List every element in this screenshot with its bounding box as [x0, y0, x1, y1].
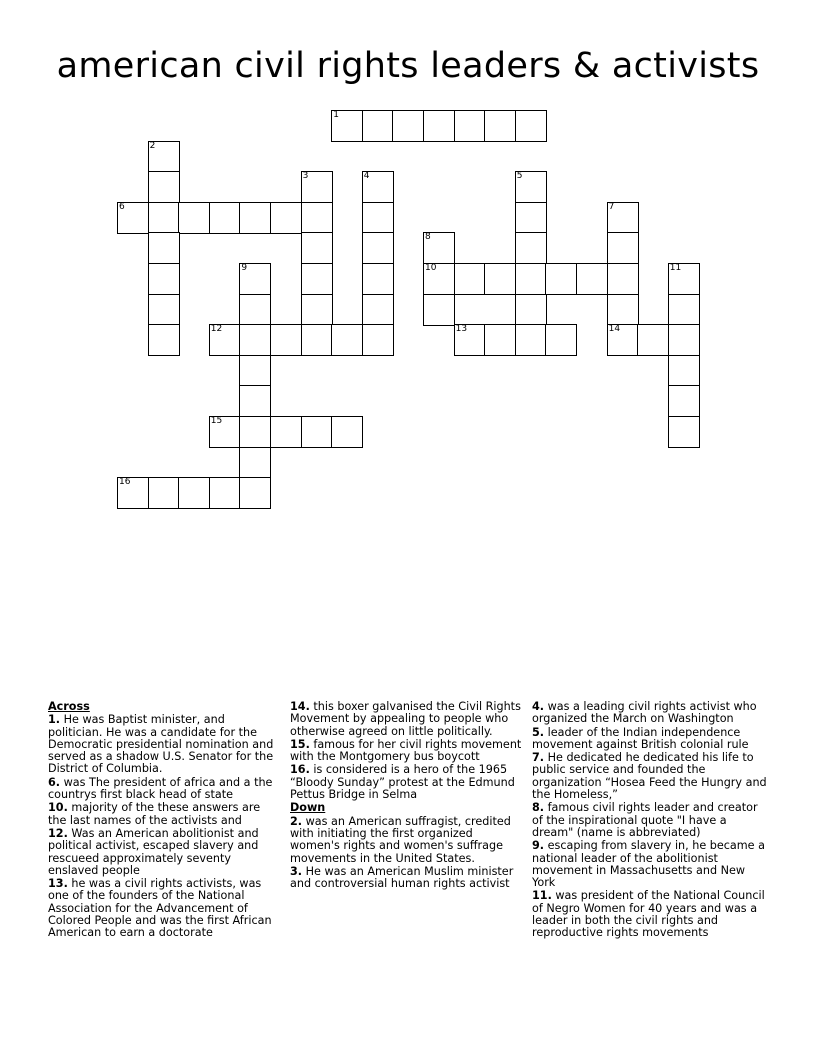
clue-item-number: 16. — [290, 763, 310, 777]
clue-item — [532, 752, 768, 801]
grid-cell[interactable] — [668, 324, 700, 356]
clue-item-text: was The president of africa and a the countrys first black head of state — [48, 775, 273, 802]
clue-number: 3 — [302, 171, 309, 182]
clue-number: 7 — [608, 201, 615, 212]
clue-item — [290, 764, 526, 801]
grid-cell[interactable] — [362, 202, 394, 234]
grid-cell[interactable] — [362, 263, 394, 295]
clue-item-text: was a leading civil rights activist who organized the March on Washington — [532, 700, 757, 726]
clue-item — [48, 878, 280, 939]
grid-cell[interactable] — [423, 263, 455, 295]
grid-cell[interactable] — [178, 477, 210, 509]
grid-cell[interactable] — [148, 324, 180, 356]
grid-cell[interactable] — [607, 263, 639, 295]
clue-item-number: 13. — [48, 877, 68, 891]
clue-number: 11 — [669, 263, 682, 273]
grid-cell[interactable] — [668, 355, 700, 387]
clue-number: 10 — [425, 263, 437, 273]
grid-cell[interactable] — [423, 110, 455, 142]
grid-cell[interactable] — [454, 324, 486, 356]
grid-cell[interactable] — [301, 294, 333, 326]
grid-cell[interactable] — [148, 141, 180, 173]
clues-column-2 — [290, 701, 526, 891]
grid-cell[interactable] — [668, 294, 700, 326]
grid-cell[interactable] — [239, 416, 271, 448]
clue-item-number: 4. — [532, 700, 545, 713]
clue-number: 9 — [241, 263, 248, 273]
clue-item — [290, 739, 526, 764]
grid-cell[interactable] — [148, 294, 180, 326]
grid-cell[interactable] — [331, 324, 363, 356]
clue-item — [532, 840, 768, 889]
grid-cell[interactable] — [576, 263, 608, 295]
clue-item — [290, 701, 526, 738]
grid-cell[interactable] — [148, 477, 180, 509]
grid-cell[interactable] — [331, 110, 363, 142]
grid-cell[interactable] — [362, 110, 394, 142]
clue-number: 15 — [210, 416, 223, 426]
clue-item-text: was an American suffragist, credited with initiating the first organized women's rights and women's suffrage movements in the United States. — [290, 814, 511, 865]
grid-cell[interactable] — [515, 324, 547, 356]
grid-cell[interactable] — [362, 324, 394, 356]
grid-cell[interactable] — [484, 110, 516, 142]
grid-cell[interactable] — [515, 171, 547, 203]
grid-cell[interactable] — [607, 324, 639, 356]
clue-item-text: was president of the National Council of Negro Women for 40 years and was a leader in both the civil rights and reproductive rights movements — [532, 889, 765, 940]
grid-cell[interactable] — [239, 385, 271, 417]
grid-cell[interactable] — [301, 324, 333, 356]
clue-item-text: is considered is a hero of the 1965 “Bloody Sunday” protest at the Edmund Pettus Bridge in Selma — [290, 763, 515, 802]
grid-cell[interactable] — [117, 202, 149, 234]
grid-cell[interactable] — [484, 324, 516, 356]
grid-cell[interactable] — [515, 232, 547, 264]
clue-item-text: famous civil rights leader and creator of the inspirational quote "I have a dream" (name is abbreviated) — [532, 801, 758, 839]
clue-item — [532, 727, 768, 752]
clue-number: 13 — [455, 324, 468, 335]
grid-cell[interactable] — [209, 477, 241, 509]
grid-cell[interactable] — [270, 202, 302, 234]
clue-item — [48, 714, 280, 775]
grid-cell[interactable] — [607, 294, 639, 326]
grid-cell[interactable] — [270, 324, 302, 356]
clue-item-number: 14. — [290, 700, 310, 713]
grid-cell[interactable] — [423, 294, 455, 326]
clue-number: 12 — [210, 324, 223, 335]
grid-cell[interactable] — [239, 202, 271, 234]
grid-cell[interactable] — [148, 171, 180, 203]
grid-cell[interactable] — [148, 263, 180, 295]
grid-cell[interactable] — [270, 416, 302, 448]
clue-number: 1 — [333, 110, 339, 120]
clues-column-1 — [48, 701, 280, 941]
grid-cell[interactable] — [148, 232, 180, 264]
grid-cell[interactable] — [301, 416, 333, 448]
clue-item-text: Was an American abolitionist and political activist, escaped slavery and rescueed approximately seventy enslaved people — [48, 826, 259, 877]
grid-cell[interactable] — [239, 294, 271, 326]
grid-cell[interactable] — [178, 202, 210, 234]
clue-item-text: leader of the Indian independence movement against British colonial rule — [532, 725, 749, 751]
grid-cell[interactable] — [637, 324, 669, 356]
clue-number: 5 — [516, 171, 523, 182]
clue-item-number: 8. — [532, 801, 545, 815]
grid-cell[interactable] — [515, 263, 547, 295]
grid-cell[interactable] — [545, 263, 577, 295]
clue-item — [532, 890, 768, 939]
clue-item — [290, 816, 526, 865]
clue-item-number: 9. — [532, 839, 545, 853]
clue-item-number: 2. — [290, 814, 303, 828]
grid-cell[interactable] — [209, 416, 241, 448]
clue-item-number: 6. — [48, 775, 61, 789]
grid-cell[interactable] — [239, 355, 271, 387]
clue-item-number: 3. — [290, 864, 303, 878]
grid-cell[interactable] — [362, 171, 394, 203]
clue-item — [290, 866, 526, 891]
clue-item-text: He was an American Muslim minister and controversial human rights activist — [290, 864, 514, 891]
clue-item-text: this boxer galvanised the Civil Rights Movement by appealing to people who otherwise agreed on little politically. — [290, 700, 521, 738]
clue-number: 2 — [149, 140, 156, 151]
clue-item-number: 5. — [532, 725, 545, 739]
clue-item — [532, 701, 768, 726]
clue-number: 16 — [119, 477, 131, 488]
clues-column-3 — [532, 701, 768, 941]
grid-cell[interactable] — [362, 294, 394, 326]
grid-cell[interactable] — [239, 324, 271, 356]
clue-number: 14 — [608, 324, 621, 335]
clue-item — [48, 802, 280, 827]
clue-item-number: 12. — [48, 826, 68, 840]
grid-cell[interactable] — [668, 416, 700, 448]
clue-item-number: 10. — [48, 801, 68, 815]
grid-cell[interactable] — [607, 232, 639, 264]
grid-cell[interactable] — [668, 263, 700, 295]
grid-cell[interactable] — [301, 171, 333, 203]
grid-cell[interactable] — [209, 202, 241, 234]
clue-item-number: 1. — [48, 713, 61, 727]
grid-cell[interactable] — [484, 263, 516, 295]
puzzle-title: american civil rights leaders & activists — [56, 46, 760, 86]
grid-cell[interactable] — [239, 263, 271, 295]
clue-item-text: he was a civil rights activists, was one of the founders of the National Association for the Advancement of Colored People and was the first African American to earn a doctorate — [48, 877, 272, 940]
down-heading: Down — [290, 801, 326, 815]
grid-cell[interactable] — [239, 447, 271, 479]
clue-item-number: 15. — [290, 737, 310, 751]
clue-item — [48, 828, 280, 877]
across-heading: Across — [48, 700, 90, 713]
grid-cell[interactable] — [545, 324, 577, 356]
clue-item-text: He was Baptist minister, and politician. He was a candidate for the Democratic presidential nomination and served as a shadow U.S. Senator for the District of Columbia. — [48, 713, 274, 776]
clue-item — [48, 777, 280, 802]
grid-cell[interactable] — [392, 110, 424, 142]
clue-item-number: 7. — [532, 751, 545, 765]
grid-cell[interactable] — [117, 477, 149, 509]
grid-cell[interactable] — [331, 416, 363, 448]
clue-item-number: 11. — [532, 889, 552, 903]
clue-item — [532, 802, 768, 839]
grid-cell[interactable] — [607, 202, 639, 234]
grid-cell[interactable] — [301, 263, 333, 295]
clue-number: 8 — [425, 232, 431, 243]
grid-cell[interactable] — [515, 294, 547, 326]
clue-item-text: famous for her civil rights movement with the Montgomery bus boycott — [290, 737, 522, 764]
grid-cell[interactable] — [362, 232, 394, 264]
grid-cell[interactable] — [454, 110, 486, 142]
grid-cell[interactable] — [454, 263, 486, 295]
grid-cell[interactable] — [239, 477, 271, 509]
grid-cell[interactable] — [301, 202, 333, 234]
clue-item-text: escaping from slavery in, he became a national leader of the abolitionist movement in Massachusetts and New York — [532, 839, 765, 890]
clue-item-text: majority of the these answers are the last names of the activists and — [48, 801, 261, 827]
grid-cell[interactable] — [148, 202, 180, 234]
grid-cell[interactable] — [301, 232, 333, 264]
grid-cell[interactable] — [209, 324, 241, 356]
grid-cell[interactable] — [515, 202, 547, 234]
grid-cell[interactable] — [668, 385, 700, 417]
grid-cell[interactable] — [423, 232, 455, 264]
clue-number: 4 — [363, 171, 370, 182]
clue-number: 6 — [119, 201, 125, 212]
grid-cell[interactable] — [515, 110, 547, 142]
clue-item-text: He dedicated he dedicated his life to public service and founded the organization “Hosea Feed the Hungry and the Homeless,” — [532, 751, 767, 802]
